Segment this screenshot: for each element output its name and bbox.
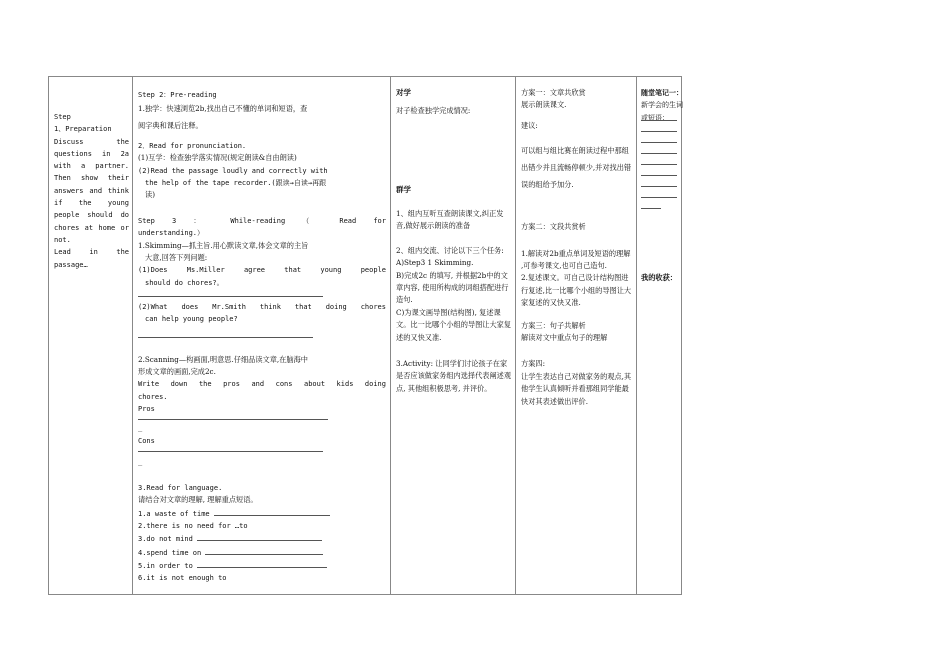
- pros-line[interactable]: [138, 418, 328, 420]
- text-line: with a partner.: [54, 162, 129, 171]
- text-line: not.: [54, 235, 71, 244]
- text-line: 阅字典和课后注释。: [138, 120, 203, 130]
- heading-group-study: 群学: [396, 185, 411, 194]
- text-line: 3.Read for language.: [138, 484, 223, 493]
- heading-pair-study: 对学: [396, 88, 411, 97]
- text-line: (2)Read the passage loudly and correctly with: [138, 166, 328, 175]
- phrase-4: 4.spend time on: [138, 546, 386, 559]
- column-notes: [637, 77, 683, 594]
- text-line: A)Step3 1 Skimming.: [396, 258, 474, 268]
- column-steps: [49, 77, 133, 594]
- step2-title: Step 2：Pre-reading: [138, 91, 217, 99]
- text-line: Write down the pros and cons about kids doing: [138, 380, 386, 389]
- text-line: 请结合对文章的理解, 理解重点短语。: [138, 495, 258, 505]
- gain-label: 我的收获：: [641, 273, 677, 282]
- question-2: (2)What does Mr.Smith think that doing chores: [138, 303, 386, 311]
- plans-block: [516, 87, 636, 408]
- text-line: 1、组内互听互查朗读课文,纠正发音,做好展示朗读的准备: [396, 209, 504, 231]
- answer-line[interactable]: [138, 295, 323, 297]
- suggest-label: 建议:: [521, 120, 538, 130]
- text-line: answers and think: [54, 186, 129, 195]
- column-group-study: [391, 77, 516, 594]
- text-line: 让学生表达自己对做家务的观点,其他学生认真倾听并看那组同学能最快对其表述做出评价.: [521, 371, 632, 406]
- text-line: 对子检查独学完成情况:: [396, 106, 471, 115]
- plan-3-title: 方案三：句子共解析: [521, 320, 586, 330]
- text-line: the help of the tape recorder.(跟读→自读→再跟: [145, 179, 327, 188]
- text-line: 1.解读对2b重点单词及短语的理解 ,可参考课文,也可自己造句.: [521, 248, 631, 271]
- text-line: 2．Read for pronunciation.: [138, 142, 247, 151]
- blank-line[interactable]: [214, 507, 330, 516]
- text-line: questions in 2a: [54, 149, 129, 158]
- text-line: if the young: [54, 199, 129, 208]
- pair-study: [391, 87, 515, 117]
- text-line: Lead in the: [54, 248, 129, 257]
- text-line: Then show their: [54, 174, 129, 183]
- text-line: 大意,回答下列问题:: [145, 253, 208, 262]
- group-study: [391, 184, 515, 395]
- plan-2-title: 方案二：文段共赏析: [521, 222, 586, 232]
- text-line: 1.Skimming—抓主旨.用心默读文章,体会文章的主旨: [138, 240, 309, 250]
- answer-line[interactable]: [138, 336, 313, 338]
- text-line: 可以组与组比赛在朗读过程中那组出错少并且流畅停顿少,并对找出错误的组给予加分.: [521, 146, 632, 190]
- text-line: 展示朗读课文.: [521, 100, 567, 110]
- gain-block: [637, 273, 683, 283]
- notes-text: 随堂笔记一：新学会的生词或短语：: [641, 89, 683, 122]
- blank-line[interactable]: [205, 546, 323, 555]
- step2-block: [133, 89, 390, 202]
- text-line: 读): [145, 190, 155, 200]
- pros-label: Pros: [138, 405, 155, 413]
- step3-block: [133, 215, 390, 585]
- plan-1-title: 方案一：文章共欣赏: [521, 88, 586, 97]
- text-line: B)完成2c 的填写, 并根据2b中的文章内容, 使用所构成的词组搭配进行造句.: [396, 270, 509, 305]
- text-line: 1.独学：快速浏览2b,找出自己不懂的单词和短语，查: [138, 104, 308, 114]
- phrase-6: 6.it is not enough to: [138, 574, 227, 583]
- lesson-table: [48, 76, 682, 595]
- phrase-3: 3.do not mind: [138, 532, 386, 545]
- text-line: 2、组内交流、讨论以下三个任务:: [396, 245, 504, 255]
- text-line: chores at home or: [54, 223, 129, 232]
- cons-label: Cons: [138, 436, 155, 445]
- blank-line[interactable]: [197, 559, 327, 568]
- phrase-1: 1.a waste of time: [138, 507, 386, 520]
- text-line: _: [138, 457, 143, 466]
- blank-line[interactable]: [197, 532, 322, 541]
- text-line: 3.Activity: 让同学们讨论孩子在家是否应该做家务组内选择代表阐述观点, 其他组积极思考, 并评价。: [396, 359, 512, 393]
- text-line: people should do: [54, 211, 129, 220]
- text-line: Discuss the: [54, 137, 129, 146]
- text-line: 形成文章的画面,完成2c.: [138, 367, 216, 376]
- text-line: 2.Scanning—构画面,明意思.仔细品读文章,在脑海中: [138, 354, 308, 364]
- column-main-content: [133, 77, 391, 594]
- phrase-5: 5.in order to: [138, 559, 386, 572]
- text-line: passage…: [54, 260, 88, 269]
- step3-title: Step 3 ： While-reading （ Read for: [138, 217, 386, 225]
- text-line: C)为课文画导图(结构图), 复述课文。比一比哪个小组的导图让大家复述的又快又准.: [396, 307, 512, 342]
- notes-lines[interactable]: [637, 119, 683, 209]
- text-line: chores.: [138, 392, 168, 401]
- phrase-2: 2.there is no need for …to: [138, 522, 248, 531]
- question-1: (1)Does Ms.Miller agree that young people: [138, 266, 386, 275]
- column-plans: [516, 77, 637, 594]
- text-line: 2.复述课文。可自己设计结构图进行复述,比一比哪个小组的导图让大家复述的又快又准.: [521, 273, 632, 308]
- plan-4-title: 方案四:: [521, 359, 545, 369]
- cons-line[interactable]: [138, 450, 323, 452]
- text-line: understanding.）: [138, 229, 205, 238]
- text-line: _: [138, 424, 143, 433]
- text-line: (1)互学：检查独学落实情况(规定朗读&自由朗读): [138, 153, 297, 163]
- text-line: Step: [54, 113, 71, 121]
- text-line: 1、Preparation: [54, 125, 112, 134]
- text-line: 解读对文中重点句子的理解: [521, 333, 608, 343]
- text-line: should do chores?。: [145, 278, 224, 287]
- text-line: can help young people?: [145, 315, 238, 324]
- step-list: [49, 111, 132, 271]
